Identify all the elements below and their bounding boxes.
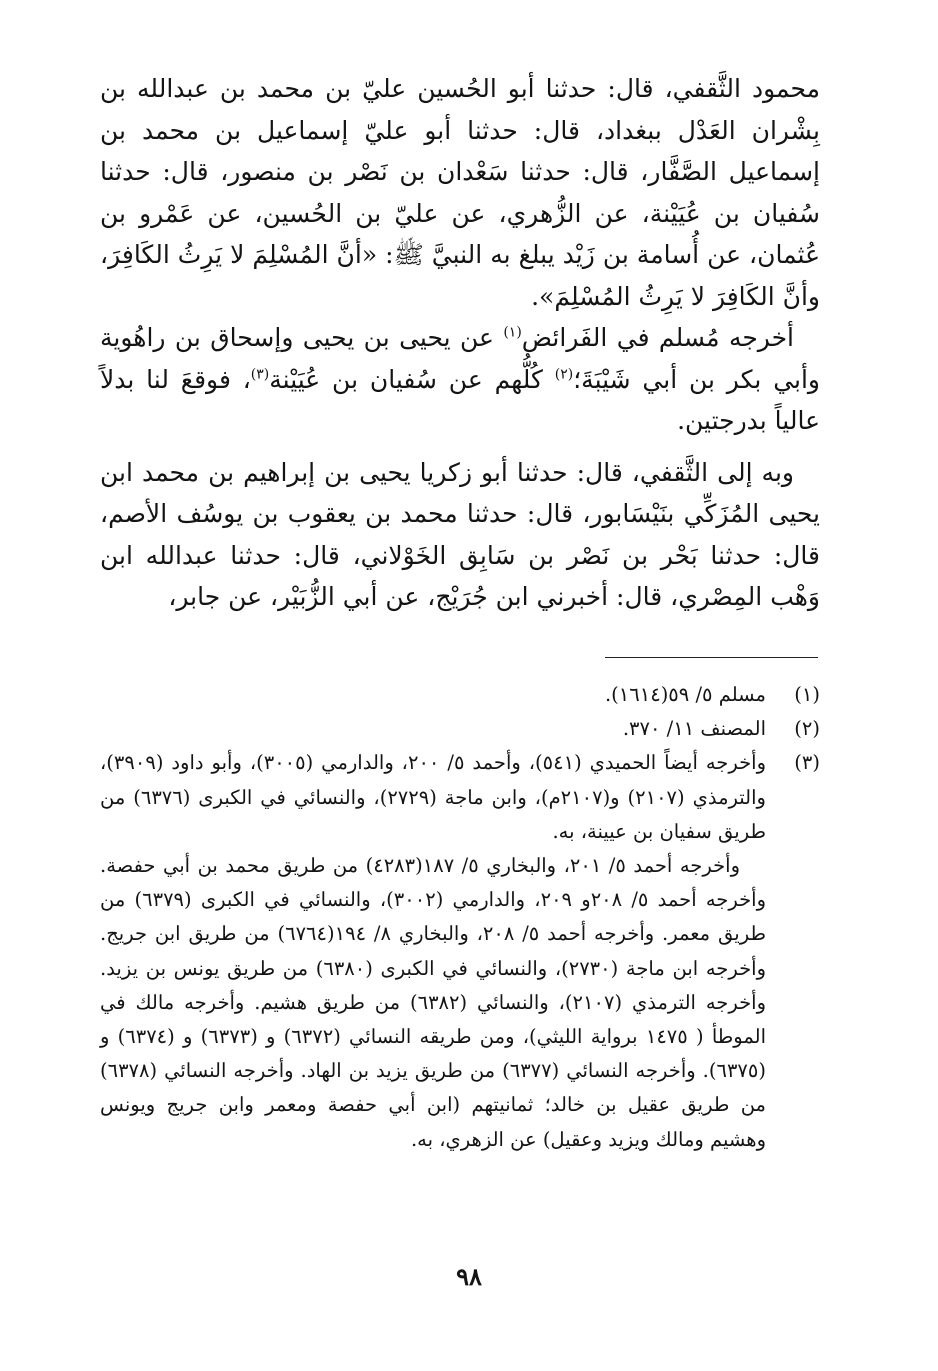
footnote-body xyxy=(100,712,766,746)
takhrij-text-d: ، فوقعَ لنا بدلاً عالياً بدرجتين. xyxy=(100,364,820,435)
paragraph-isnad-2: وبه إلى الثَّقفي، قال: حدثنا أبو زكريا يحيى بن إبراهيم بن محمد ابن يحيى المُزَكِّي بنَيْسَابور، قال: حدثنا محمد بن يعقوب بن يوسُف الأصم، قال: حدثنا بَحْر بن نَصْر بن سَابِق الخَوْلاني، قال: حدثنا عبدالله ابن وَهْب المِصْري، قال: أخبرني ابن جُرَيْج، عن أبي الزُّبَيْر، عن جابر، xyxy=(100,457,820,611)
paragraph-takhrij xyxy=(100,317,820,442)
footnote-number: (١) xyxy=(794,683,820,706)
footnote-3 xyxy=(100,746,820,1156)
page-number: ٩٨ xyxy=(456,1262,482,1291)
footnote-text: المصنف ١١/ ٣٧٠. xyxy=(622,717,766,741)
footnote-marker-3: (٣) xyxy=(250,366,270,383)
footnote-body xyxy=(100,678,766,712)
footnotes xyxy=(100,678,820,1157)
footnote-marker-2: (٢) xyxy=(554,366,574,383)
footnote-body xyxy=(100,746,766,1156)
footnote-text: مسلم ٥/ ٥٩(١٦١٤). xyxy=(604,683,766,706)
takhrij-text-a: أخرجه مُسلم في الفَرائض xyxy=(521,323,794,352)
footnote-separator xyxy=(605,657,818,658)
main-text xyxy=(100,68,820,618)
takhrij-text-b: عن يحيى بن يحيى وإسحاق بن راهُوية وأبي بكر بن أبي شَيْبَةَ؛ xyxy=(100,323,821,394)
footnote-text: وأخرجه أحمد ٥/ ٢٠١، والبخاري ٥/ ١٨٧(٤٢٨٣) من طريق محمد بن أبي حفصة. وأخرجه أحمد ٥/ ٢٠٨و ٢٠٩، والدارمي (٣٠٠٢)، والنسائي في الكبرى (٦٣٧٩) من طريق معمر. وأخرجه أحمد ٥/ ٢٠٨، والبخاري ٨/ ١٩٤(٦٧٦٤) من طريق ابن جريج. وأخرجه ابن ماجة (٢٧٣٠)، والنسائي في الكبرى (٦٣٨٠) من طريق يونس بن يزيد. وأخرجه الترمذي (٢١٠٧)، والنسائي (٦٣٨٢) من طريق هشيم. وأخرجه مالك في الموطأ ( ١٤٧٥ برواية الليثي)، ومن طريقه النسائي (٦٣٧٢) و (٦٣٧٣) و (٦٣٧٤) و (٦٣٧٥). وأخرجه النسائي (٦٣٧٧) من طريق يزيد بن الهاد. وأخرجه النسائي (٦٣٧٨) من طريق عقيل بن خالد؛ ثمانيتهم (ابن أبي حفصة ومعمر وابن جريج ويونس وهشيم ومالك ويزيد وعقيل) عن الزهري، به. xyxy=(100,854,767,1151)
footnote-2 xyxy=(100,712,820,746)
footnote-number: (٣) xyxy=(794,751,820,775)
paragraph-isnad-1: محمود الثَّقفي، قال: حدثنا أبو الحُسين عليّ بن محمد بن عبدالله بن بِشْران العَدْل ببغداد، قال: حدثنا أبو عليّ إسماعيل بن محمد بن إسماعيل الصَّفَّار، قال: حدثنا سَعْدان بن نَصْر بن منصور، قال: حدثنا سُفيان بن عُيَيْنة، عن الزُّهري، عن عليّ بن الحُسين، عن عَمْرو بن عُثمان، عن أُسامة بن زَيْد يبلغ به النبيَّ ﷺ: «أنَّ المُسْلِمَ لا يَرِثُ الكَافِرَ، وأنَّ الكَافِرَ لا يَرِثُ المُسْلِمَ». xyxy=(100,74,820,311)
footnote-marker-1: (١) xyxy=(503,324,522,341)
footnote-number: (٢) xyxy=(794,717,820,741)
footnote-1 xyxy=(100,678,820,712)
takhrij-text-c: كُلُّهم عن سُفيان بن عُيَيْنة xyxy=(269,364,555,394)
footnote-text: وأخرجه أيضاً الحميدي (٥٤١)، وأحمد ٥/ ٢٠٠، والدارمي (٣٠٠٥)، وأبو داود (٣٩٠٩)، والترمذي (٢١٠٧) و(٢١٠٧م)، وابن ماجة (٢٧٢٩)، والنسائي في الكبرى (٦٣٧٦) من طريق سفيان بن عيينة، به. xyxy=(100,751,766,843)
